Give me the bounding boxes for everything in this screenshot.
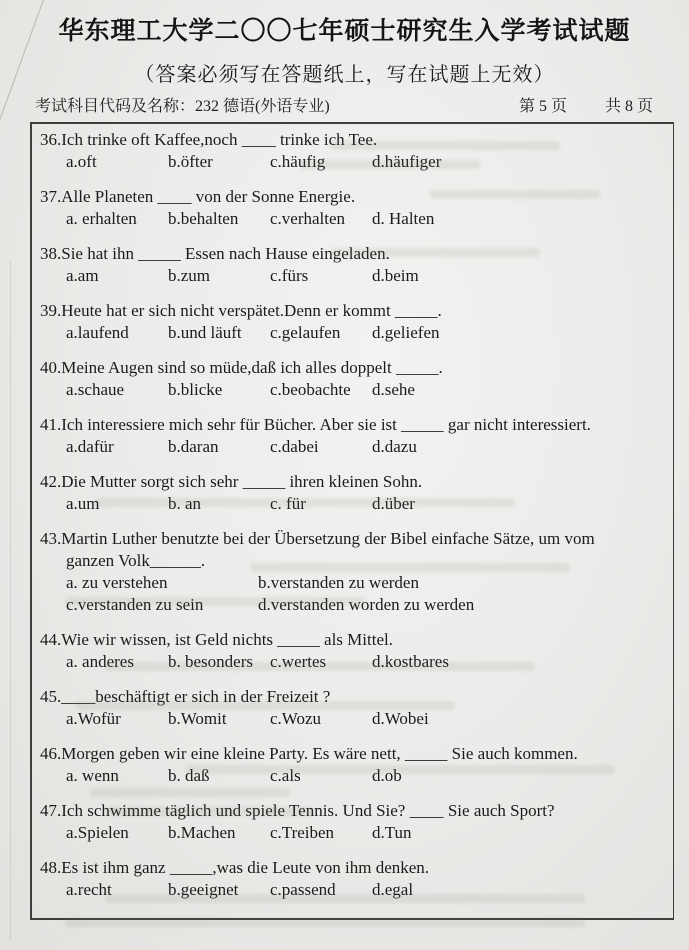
question-number: 41. (40, 415, 62, 434)
option: d.dazu (372, 437, 417, 456)
option: c.Wozu (270, 709, 322, 728)
question-item (40, 686, 667, 730)
question-number: 43. (40, 529, 62, 548)
option: c.häufig (270, 152, 326, 171)
option: a.laufend (66, 323, 129, 342)
question-number: 39. (40, 301, 62, 320)
question-number: 40. (40, 358, 62, 377)
question-item (40, 357, 667, 401)
question-item (40, 129, 667, 173)
option: b. besonders (168, 652, 253, 671)
question-text: 39.Heute hat er sich nicht verspätet.Denn er kommt _____. (40, 301, 442, 320)
question-item (40, 800, 667, 844)
option: c.dabei (270, 437, 319, 456)
option: d.ob (372, 766, 402, 785)
option: b.daran (168, 437, 219, 456)
option: b.blicke (168, 380, 223, 399)
option: a.dafür (66, 437, 114, 456)
option-row (40, 151, 667, 173)
option-row (40, 322, 667, 344)
option: a. zu verstehen (66, 573, 168, 592)
option: a.am (66, 266, 99, 285)
option-row (40, 265, 667, 287)
question-item (40, 857, 667, 901)
option: b.und läuft (168, 323, 242, 342)
option: c.als (270, 766, 301, 785)
option-row (40, 651, 667, 673)
option: a.schaue (66, 380, 125, 399)
option: d. Halten (372, 209, 435, 228)
question-text: 44.Wie wir wissen, ist Geld nichts _____ als Mittel. (40, 630, 393, 649)
option: b.Womit (168, 709, 227, 728)
option-row (40, 822, 667, 844)
option: d.verstanden worden zu werden (258, 595, 475, 614)
option-row (40, 436, 667, 458)
option: a.Spielen (66, 823, 129, 842)
option: c.beobachte (270, 380, 351, 399)
option: b.Machen (168, 823, 236, 842)
page-current: 第 5 页 (518, 98, 567, 115)
question-number: 44. (40, 630, 62, 649)
question-number: 45. (40, 687, 62, 706)
question-text: 46.Morgen geben wir eine kleine Party. Es wäre nett, _____ Sie auch kommen. (40, 744, 578, 763)
question-number: 47. (40, 801, 62, 820)
option-row (40, 708, 667, 730)
question-item (40, 528, 667, 616)
option: d.Wobei (372, 709, 429, 728)
option: c.passend (270, 880, 336, 899)
option: a. anderes (66, 652, 134, 671)
subject-code-name: 考试科目代码及名称：232 德语(外语专业) (35, 98, 330, 115)
question-text: 40.Meine Augen sind so müde,daß ich alles doppelt _____. (40, 358, 443, 377)
option: c. für (270, 494, 306, 513)
question-number: 38. (40, 244, 62, 263)
question-item (40, 414, 667, 458)
option: d.über (372, 494, 415, 513)
option-row (40, 572, 667, 594)
option: a.um (66, 494, 100, 513)
option: d.beim (372, 266, 419, 285)
question-text: 38.Sie hat ihn _____ Essen nach Hause eingeladen. (40, 244, 390, 263)
option: c.verhalten (270, 209, 346, 228)
option: a.Wofür (66, 709, 121, 728)
option: b.zum (168, 266, 211, 285)
question-number: 37. (40, 187, 62, 206)
option: a.oft (66, 152, 97, 171)
option: c.wertes (270, 652, 327, 671)
option: b. daß (168, 766, 210, 785)
exam-title: 华东理工大学二〇〇七年硕士研究生入学考试试题 (58, 18, 631, 45)
option-row (40, 765, 667, 787)
question-text: 36.Ich trinke oft Kaffee,noch ____ trinke ich Tee. (40, 130, 378, 149)
question-item (40, 186, 667, 230)
option: a.recht (66, 880, 112, 899)
question-number: 42. (40, 472, 62, 491)
question-text: 42.Die Mutter sorgt sich sehr _____ ihren kleinen Sohn. (40, 472, 423, 491)
option: b. an (168, 494, 202, 513)
paper-edge-artifact (10, 260, 11, 940)
option: c.verstanden zu sein (66, 595, 204, 614)
question-item (40, 629, 667, 673)
option: d.häufiger (372, 152, 442, 171)
option: d.egal (372, 880, 414, 899)
question-text: 37.Alle Planeten ____ von der Sonne Energie. (40, 187, 356, 206)
question-text-continued: ganzen Volk______. (66, 551, 206, 570)
question-number: 36. (40, 130, 62, 149)
option: c.fürs (270, 266, 309, 285)
option-row (40, 208, 667, 230)
question-item (40, 300, 667, 344)
option: b.öfter (168, 152, 213, 171)
question-item (40, 743, 667, 787)
question-number: 48. (40, 858, 62, 877)
question-text: 47.Ich schwimme täglich und spiele Tennis. Und Sie? ____ Sie auch Sport? (40, 801, 555, 820)
question-text: 45.____beschäftigt er sich in der Freizeit ? (40, 687, 331, 706)
option: c.Treiben (270, 823, 335, 842)
option: c.gelaufen (270, 323, 341, 342)
option: a. wenn (66, 766, 119, 785)
question-number: 46. (40, 744, 62, 763)
question-text: 41.Ich interessiere mich sehr für Bücher. Aber sie ist _____ gar nicht interessiert. (40, 415, 591, 434)
meta-row (35, 93, 653, 116)
option: b.verstanden zu werden (258, 573, 419, 592)
exam-subtitle: （答案必须写在答题纸上，写在试题上无效） (134, 64, 555, 86)
questions-box (30, 122, 674, 920)
option-row (40, 879, 667, 901)
option: a. erhalten (66, 209, 137, 228)
option: d.geliefen (372, 323, 440, 342)
question-text: 43.Martin Luther benutzte bei der Übersetzung der Bibel einfache Sätze, um vom (40, 529, 595, 548)
question-item (40, 471, 667, 515)
option-row (40, 379, 667, 401)
question-text: 48.Es ist ihm ganz _____,was die Leute von ihm denken. (40, 858, 430, 877)
option: d.Tun (372, 823, 412, 842)
option-row (40, 493, 667, 515)
page-indicator (519, 93, 653, 116)
option-row (40, 594, 667, 616)
option: b.geeignet (168, 880, 239, 899)
option: d.sehe (372, 380, 415, 399)
question-item (40, 243, 667, 287)
page-total: 共 8 页 (604, 98, 653, 115)
option: b.behalten (168, 209, 239, 228)
option: d.kostbares (372, 652, 449, 671)
